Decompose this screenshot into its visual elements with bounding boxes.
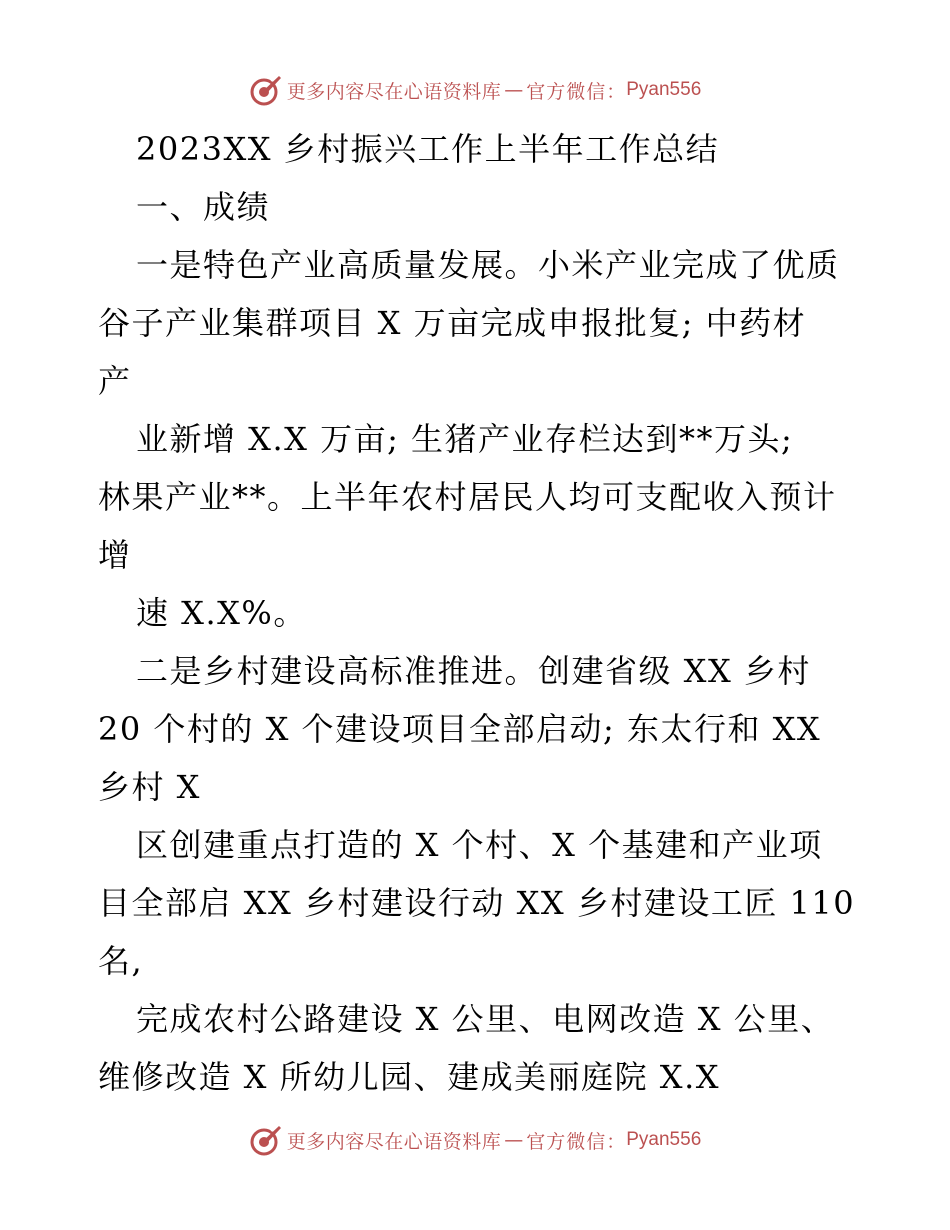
text-line: 完成农村公路建设 X 公里、电网改造 X 公里、 — [136, 1000, 835, 1038]
watermark-label: 官方微信： — [526, 80, 627, 103]
watermark-text: 更多内容尽在心语资料库 — [286, 80, 502, 103]
footer-watermark — [0, 1120, 950, 1160]
watermark-id: Pyan556 — [626, 1129, 702, 1150]
quill-pen-logo-icon — [249, 1123, 283, 1157]
watermark-text: 更多内容尽在心语资料库 — [286, 1130, 502, 1153]
text-line: 目全部启 XX 乡村建设行动 XX 乡村建设工匠 110 — [98, 884, 856, 922]
watermark-label: 官方微信： — [526, 1130, 627, 1153]
document-body — [98, 120, 858, 1106]
text-line: 维修改造 X 所幼儿园、建成美丽庭院 X.X — [98, 1058, 721, 1096]
watermark-separator: — — [504, 79, 524, 101]
text-line: 名, — [98, 942, 144, 980]
text-line: 一是特色产业高质量发展。小米产业完成了优质 — [136, 246, 840, 284]
text-line: 业新增 X.X 万亩; 生猪产业存栏达到**万头; — [136, 420, 794, 458]
text-line: 20 个村的 X 个建设项目全部启动; 东太行和 XX — [98, 710, 822, 748]
document-title: 2023XX 乡村振兴工作上半年工作总结 — [136, 130, 720, 168]
text-line: 二是乡村建设高标准推进。创建省级 XX 乡村 — [136, 652, 811, 690]
section-heading: 一、成绩 — [136, 188, 271, 226]
text-line: 增 — [98, 536, 132, 574]
text-line: 速 X.X%。 — [136, 594, 307, 632]
text-line: 产 — [98, 362, 132, 400]
quill-pen-logo-icon — [249, 73, 283, 107]
text-line: 乡村 X — [98, 768, 201, 806]
text-line: 谷子产业集群项目 X 万亩完成申报批复; 中药材 — [98, 304, 807, 342]
text-line: 区创建重点打造的 X 个村、X 个基建和产业项 — [136, 826, 823, 864]
text-line: 林果产业**。上半年农村居民人均可支配收入预计 — [98, 478, 837, 516]
header-watermark — [0, 70, 950, 110]
watermark-id: Pyan556 — [626, 79, 702, 100]
watermark-separator: — — [504, 1129, 524, 1151]
